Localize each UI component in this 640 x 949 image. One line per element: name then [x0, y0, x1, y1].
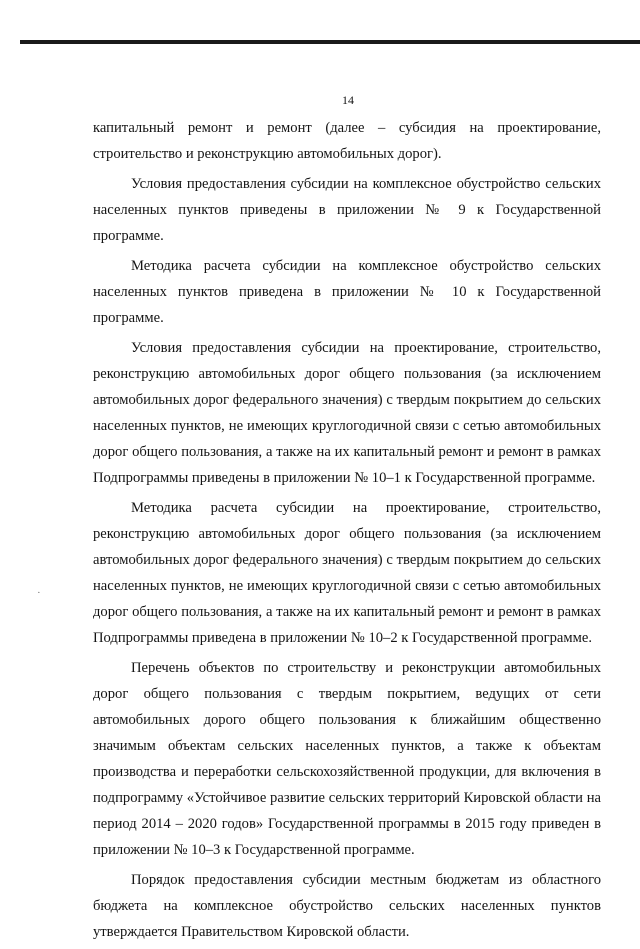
paragraph-method-complex: Методика расчета субсидии на комплексное обустройство сельских населенных пунктов приведена в приложении № 10 к Государственной программе. [93, 258, 601, 326]
paragraph-method-roads: Методика расчета субсидии на проектирование, строительство, реконструкцию автомобильных дорог общего пользования (за исключением автомобильных дорог федерального значения) с твердым покрытием до сельских населенных пунктов, не имеющих круглогодичной связи с сетью автомобильных дорог общего пользования, а также на их капитальный ремонт и ремонт в рамках Подпрограммы приведена в приложении № 10–2 к Государственной программе. [93, 500, 601, 646]
margin-mark: · [37, 587, 41, 599]
header-rule [20, 40, 640, 44]
paragraph-continuation: капитальный ремонт и ремонт (далее – субсидия на проектирование, строительство и реконструкцию автомобильных дорог). [93, 120, 601, 162]
paragraph-conditions-roads: Условия предоставления субсидии на проектирование, строительство, реконструкцию автомобильных дорог общего пользования (за исключением автомобильных дорог федерального значения) с твердым покрытием до сельских населенных пунктов, не имеющих круглогодичной связи с сетью автомобильных дорог общего пользования, а также на их капитальный ремонт и ремонт в рамках Подпрограммы приведены в приложении № 10–1 к Государственной программе. [93, 340, 601, 486]
page-number: 14 [342, 93, 354, 107]
paragraph-procedure: Порядок предоставления субсидии местным бюджетам из областного бюджета на комплексное обустройство сельских населенных пунктов утверждается Правительством Кировской области. [93, 872, 601, 940]
paragraph-objects-list: Перечень объектов по строительству и реконструкции автомобильных дорог общего пользования с твердым покрытием, ведущих от сети автомобильных дорого общего пользования к ближайшим общественно значимым объектам сельских населенных пунктов, а также к объектам производства и переработки сельскохозяйственной продукции, для включения в подпрограмму «Устойчивое развитие сельских территорий Кировской области на период 2014 – 2020 годов» Государственной программы в 2015 году приведен в приложении № 10–3 к Государственной программе. [93, 660, 601, 858]
paragraph-conditions-complex: Условия предоставления субсидии на комплексное обустройство сельских населенных пунктов приведены в приложении № 9 к Государственной программе. [93, 176, 601, 244]
document-body [93, 115, 601, 949]
